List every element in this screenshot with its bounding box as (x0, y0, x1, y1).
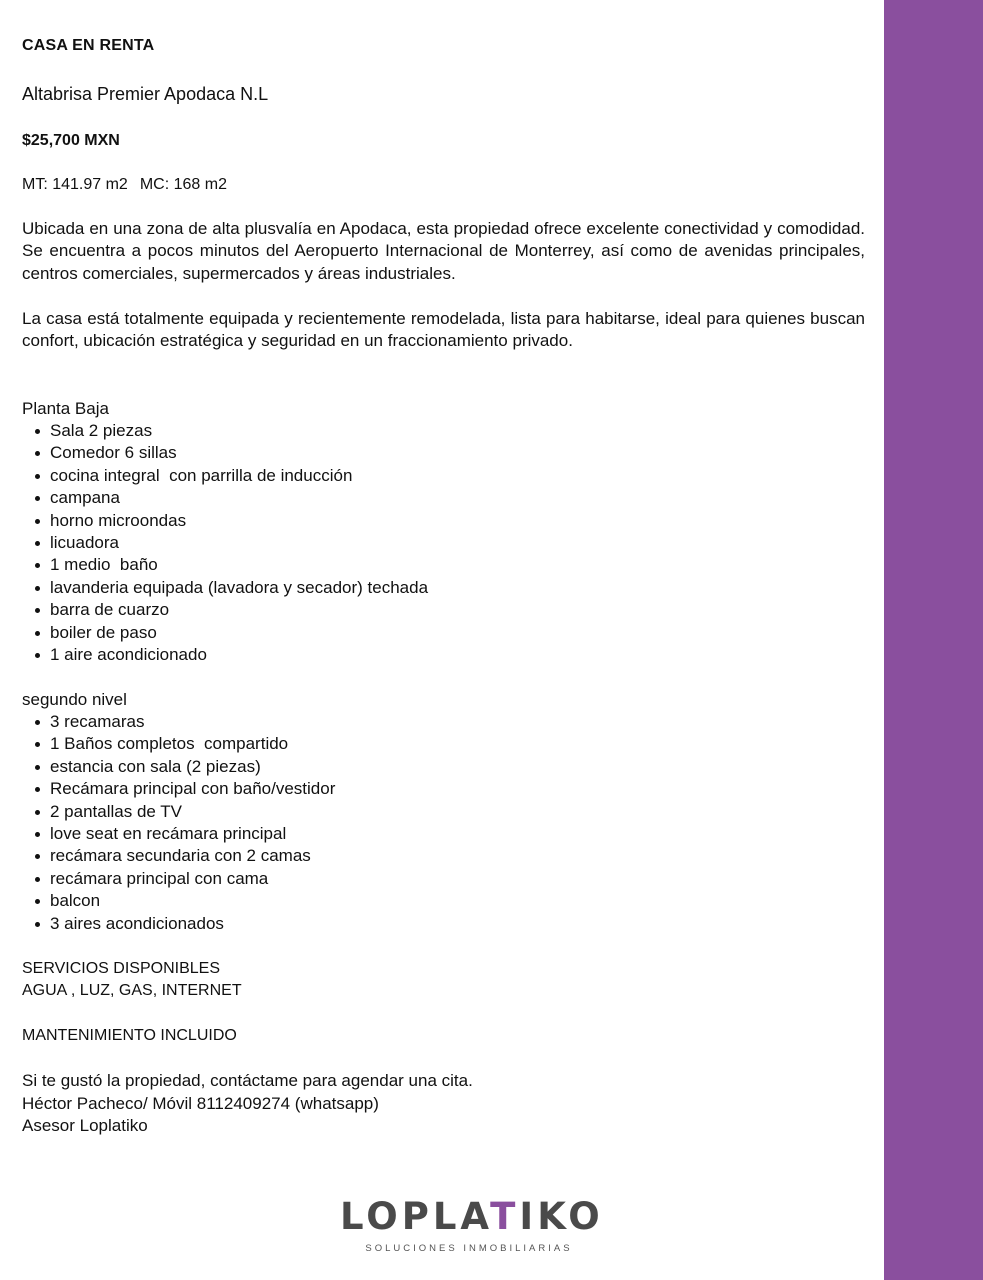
listing-location: Altabrisa Premier Apodaca N.L (22, 84, 269, 104)
description-paragraph-location: Ubicada en una zona de alta plusvalía en Apodaca, esta propiedad ofrece excelente conectividad y comodidad. Se encuentra a pocos minutos del Aeropuerto Internacional de Monterrey, así como de avenidas principales, centros comerciales, supermercados y áreas industriales. (22, 219, 865, 283)
logo-wordmark: LOPLATIKO (340, 1195, 604, 1238)
list-item: campana (50, 487, 428, 509)
list-item: 1 aire acondicionado (50, 644, 428, 666)
listing-price: $25,700 MXN (22, 132, 120, 149)
list-item: love seat en recámara principal (50, 823, 335, 845)
list-item: horno microondas (50, 510, 428, 532)
description-paragraph-condition: La casa está totalmente equipada y recientemente remodelada, lista para habitarse, ideal para quienes buscan confort, ubicación estratégica y seguridad en un fraccionamiento privado. (22, 309, 865, 351)
list-item: Recámara principal con baño/vestidor (50, 778, 335, 800)
list-item: estancia con sala (2 piezas) (50, 756, 335, 778)
purple-sidebar-band (884, 0, 983, 1280)
services-list: AGUA , LUZ, GAS, INTERNET (22, 982, 242, 999)
list-item: barra de cuarzo (50, 599, 428, 621)
logo-accent-letter: T (490, 1195, 520, 1238)
list-item: recámara secundaria con 2 camas (50, 845, 335, 867)
list-item: recámara principal con cama (50, 868, 335, 890)
contact-agent-phone: Héctor Pacheco/ Móvil 8112409274 (whatsapp) (22, 1094, 379, 1113)
built-area: MC: 168 m2 (139, 176, 227, 193)
logo-tagline: SOLUCIONES INMOBILIARIAS (365, 1243, 573, 1254)
list-item: cocina integral con parrilla de inducción (50, 465, 428, 487)
ground-floor-feature-list (22, 420, 428, 666)
listing-dimensions (22, 174, 227, 196)
contact-invitation: Si te gustó la propiedad, contáctame para agendar una cita. (22, 1071, 473, 1090)
contact-agent-title: Asesor Loplatiko (22, 1116, 148, 1135)
list-item: Sala 2 piezas (50, 420, 428, 442)
ground-floor-heading: Planta Baja (22, 399, 109, 418)
list-item: lavanderia equipada (lavadora y secador) techada (50, 577, 428, 599)
list-item: 3 aires acondicionados (50, 913, 335, 935)
list-item: 1 medio baño (50, 554, 428, 576)
maintenance-note: MANTENIMIENTO INCLUIDO (22, 1027, 237, 1044)
second-floor-feature-list (22, 711, 335, 935)
list-item: 3 recamaras (50, 711, 335, 733)
lot-area: MT: 141.97 m2 (22, 176, 128, 193)
loplatiko-logo (340, 1195, 604, 1254)
second-floor-heading: segundo nivel (22, 690, 127, 709)
list-item: balcon (50, 890, 335, 912)
list-item: boiler de paso (50, 622, 428, 644)
list-item: 2 pantallas de TV (50, 801, 335, 823)
list-item: Comedor 6 sillas (50, 442, 428, 464)
listing-title: CASA EN RENTA (22, 37, 155, 54)
list-item: licuadora (50, 532, 428, 554)
list-item: 1 Baños completos compartido (50, 733, 335, 755)
services-heading: SERVICIOS DISPONIBLES (22, 960, 220, 977)
